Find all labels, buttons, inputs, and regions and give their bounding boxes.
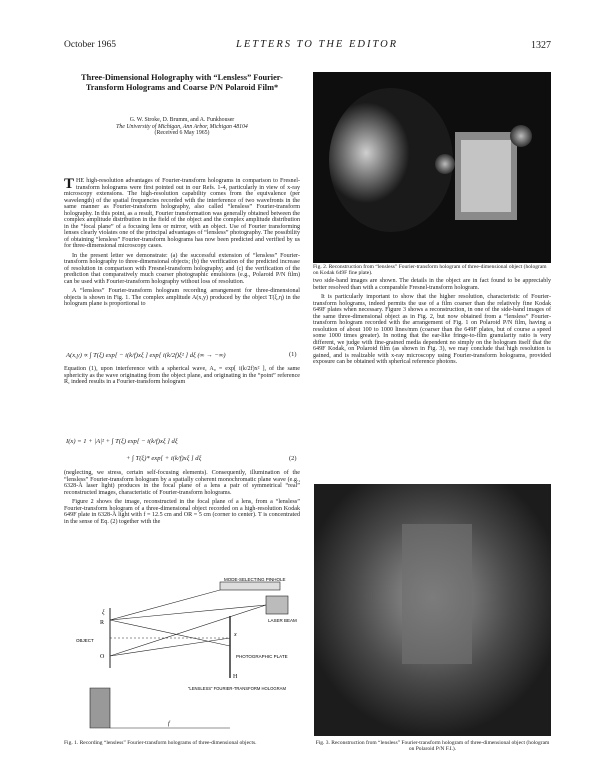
label-laser-beam: LASER BEAM: [268, 618, 297, 623]
left-column-top: [64, 178, 300, 311]
label-f: f: [168, 721, 170, 727]
object-block: [90, 688, 110, 728]
equation-2-number: (2): [289, 455, 297, 462]
paragraph-2: In the present letter we demonstrate: (a) the successful extension of “lensless” Fourier-transform holography to three-dimensional objects; (b) the verification of the predicted increase of resolution in comparison with Fresnel-transform holography; and (c) the verification of the prediction that comparatively much coarser photographic emulsions (e.g., Polaroid P/N film) can be used with Fourier-transform holography without loss of resolution.: [64, 252, 300, 285]
label-photographic-plate: PHOTOGRAPHIC PLATE: [236, 654, 288, 659]
drop-cap: T: [64, 176, 75, 192]
right-column-text: [313, 278, 551, 369]
figure-1-caption: Fig. 1. Recording “lensless” Fourier-transform holograms of three-dimensional objects.: [64, 740, 257, 746]
beam-line-3: [110, 590, 220, 620]
article-received: (Received 6 May 1965): [154, 130, 210, 137]
article-byline: [64, 117, 300, 137]
figure-1-diagram: [70, 578, 300, 738]
figure-2-caption: Fig. 2. Reconstruction from “lensless” Fourier-transform hologram of three-dimensional object (hologram on Kodak 649F fine plate).: [313, 264, 547, 277]
label-xi: ξ: [102, 610, 105, 616]
header-page-number: 1327: [531, 40, 551, 51]
paragraph-8: It is particularly important to show that the higher resolution, characteristic of Fourier-transform holograms, indeed permits the use of a film coarser than the relatively fine Kodak 649F plates when necessary. Figure 3 shows a reconstruction, in one of the side-band images of the same three-dimensional object as in Fig. 2, but now obtained from a “lensless” Fourier-transform hologram recorded with the arrangement of Fig. 1 on Polaroid P/N film, having a resolution of about 100 to 1000 lines/mm (coarser than the 649F plates, but of course a speed some 1000 times greater). In noting that the ear-like fringe-to-film granularity ratio is very different, we judge with fine-grained media dependent no simply on the hologram itself that the 649F Kodak, on Polaroid film (as shown in Fig. 3), we may conclude that high resolution is gained, and is realizable with x-ray microscopy using Fourier-transform holograms, provided exposure can be obtained with spherical reference photons.: [313, 294, 551, 365]
equation-2-line-1: I(x) = 1 + |A|² + ∫ T(ξ) exp[ − i(k/f)xξ ] dξ: [66, 438, 178, 445]
paragraph-3: A “lensless” Fourier-transform hologram recording arrangement for three-dimensional objects is shown in Fig. 1. The complex amplitude A(x,y) produced by the object T(ξ,η) in the hologram plane is proportional to: [64, 288, 300, 307]
figure-2-photo: [313, 72, 551, 263]
header-date: October 1965: [64, 40, 116, 50]
article-affiliation: The University of Michigan, Ann Arbor, Michigan 48104: [116, 123, 248, 130]
equation-2-line-2: + ∫ T(ξ)* exp[ + i(k/f)xξ ] dξ: [126, 455, 202, 462]
ray-1: [110, 620, 230, 646]
figure-3-image: [314, 484, 551, 736]
label-o: O: [100, 654, 105, 660]
reconstructed-ring-right: [510, 125, 532, 147]
paragraph-1: HE high-resolution advantages of Fourier-transform holograms in comparison to Fresnel-transform holograms were first pointed out in our Refs. 1-4, particularly in view of x-ray microscopy extensions. The high-resolution capability comes from the equivalence (per wavelength) of the spatial frequencies recorded with the interference of two wavefronts in the same manner as Fourier-transform holography, also called “lensless” Fourier-transform holography. In this point, as a result, Fourier transformation was generally obtained between the complex amplitude distribution in the field of the object and the complex amplitude distribution in the “focal plane” of a focusing lens or mirror, with an object. Use of Fourier transforming lenses clearly violates one of the principal advantages of “lensless” photography. The possibility of obtaining “lensless” Fourier-transform holograms has now been predicted and verified by us for three-dimensional microscopy cases.: [64, 178, 300, 249]
reconstructed-shape: [402, 524, 472, 664]
pinhole-box: [220, 582, 280, 590]
article-authors: G. W. Stroke, D. Brumm, and A. Funkhouser: [129, 117, 235, 123]
label-lensless-hologram: “LENSLESS” FOURIER-TRANSFORM HOLOGRAM: [188, 686, 286, 691]
reconstructed-glow: [329, 88, 453, 232]
label-x: x: [234, 632, 237, 638]
left-column-bottom: [64, 470, 300, 528]
label-object: OBJECT: [76, 638, 94, 643]
equation-1-number: (1): [289, 351, 297, 358]
reconstructed-ring-left: [435, 154, 455, 174]
header-section: LETTERS TO THE EDITOR: [236, 39, 399, 50]
laser-box: [266, 596, 288, 614]
label-mode-pinhole: MODE-SELECTING PINHOLE: [224, 578, 286, 582]
figure-3-caption: Fig. 3. Reconstruction from “lensless” Fourier-transform hologram of three-dimensional object (hologram on Polaroid P/N F.I.).: [315, 740, 550, 753]
left-column-mid: [64, 366, 300, 389]
reconstructed-card-face: [461, 140, 511, 212]
article-title: Three-Dimensional Holography with “Lensless” Fourier-Transform Holograms and Coarse P/N Polaroid Film*: [81, 73, 283, 92]
paragraph-4: Equation (1), upon interference with a spherical wave, A₀ = exp[ i(k/2f)x² ], of the same sphericity as the wave originating from the object plane, and originating in the “point” reference R, indeed results in a Fourier-transform hologram: [64, 366, 300, 385]
equation-1: A(x,y) ∝ ∫ T(ξ) exp[ − i(k/f)xξ ] exp[ i(k/2f)ξ² ] dξ (∞ → −∞): [66, 352, 226, 359]
label-r: R: [100, 620, 105, 626]
figure-2-image: [313, 72, 551, 263]
label-h: H: [233, 674, 238, 680]
paragraph-6: Figure 2 shows the image, reconstructed in the focal plane of a lens, from a “lensless” Fourier-transform hologram of a three-dimensional object recorded on a high-resolution Kodak 649F plate in 6328-Å light with f = 12.5 cm and OR = 5 cm (corner to center). T is concentrated in the sense of Eq. (2) together with the: [64, 499, 300, 525]
ray-2: [110, 638, 230, 656]
figure-3-photo: [314, 484, 551, 736]
paragraph-7: two side-band images are shown. The details in the object are in fact found to be appreciably better resolved than with a comparable Fresnel-transform hologram.: [313, 278, 551, 291]
paragraph-5: (neglecting, we stress, certain self-focusing elements). Consequently, illumination of the “lensless” Fourier-transform hologram by a spatially coherent monochromatic plane wave (e.g., 6328-Å laser light) produces in the focal plane of a lens a pair of symmetrical “real” reconstructed images, characteristic of Fourier-transform holograms.: [64, 470, 300, 496]
